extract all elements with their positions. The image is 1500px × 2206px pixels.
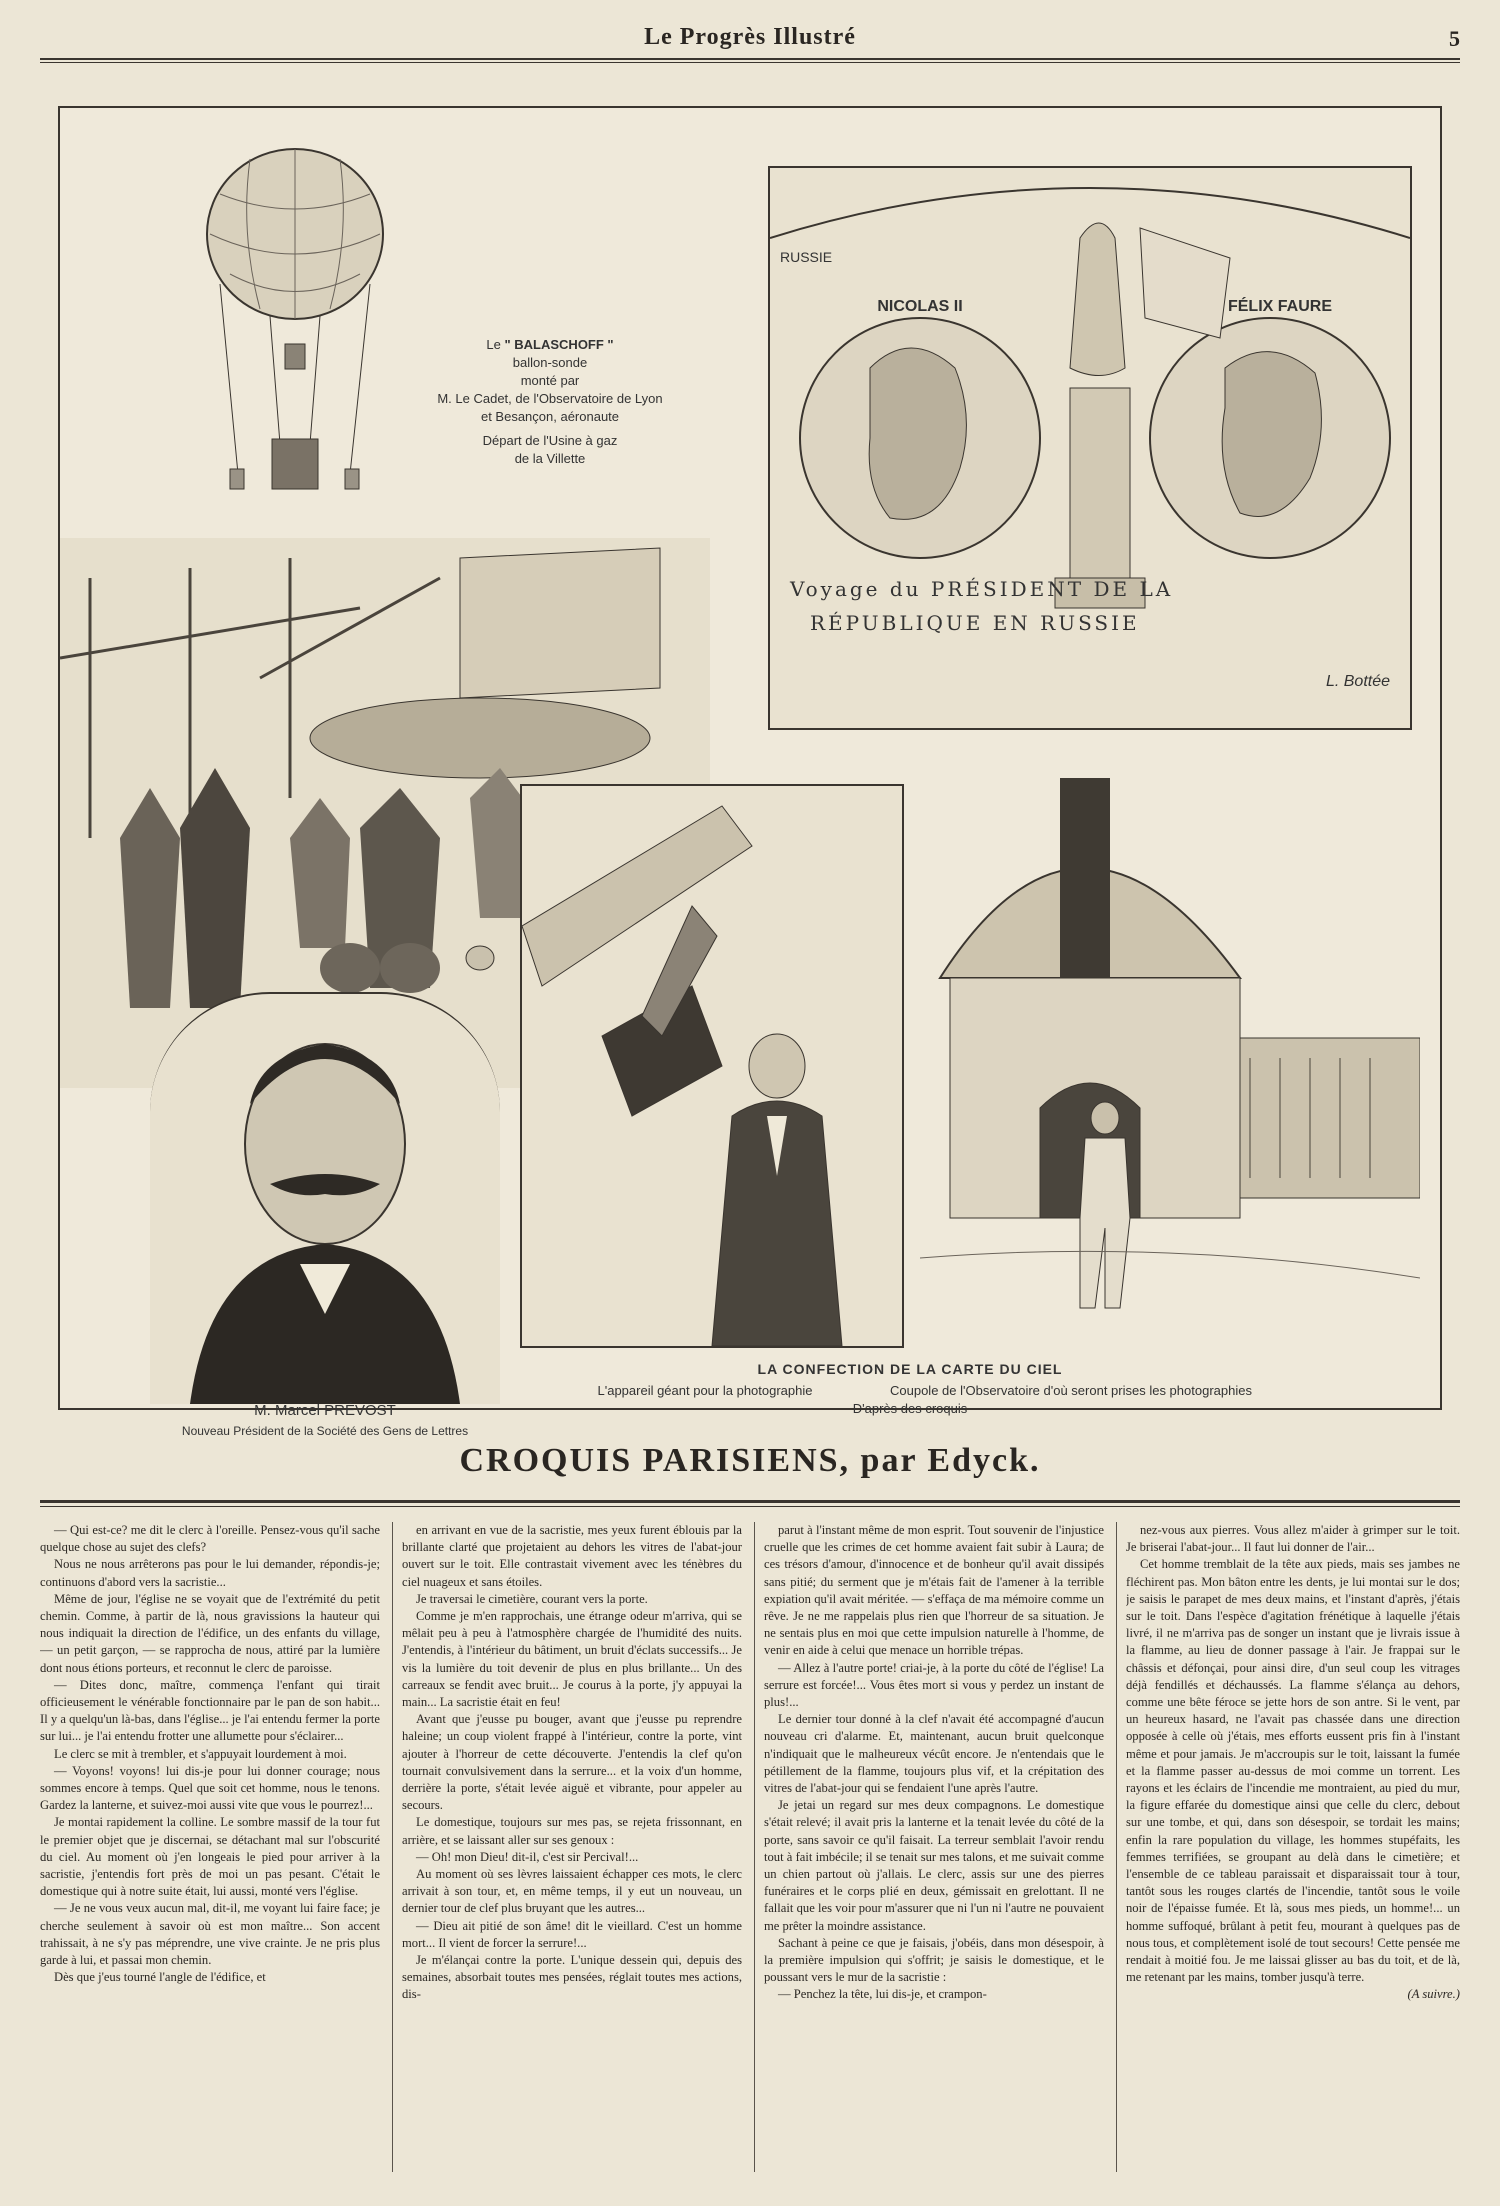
headline-rule-thin [40,1506,1460,1507]
balloon-caption-line5: et Besançon, aéronaute [480,409,620,424]
medallion-title-line2: RÉPUBLIQUE EN RUSSIE [810,611,1140,635]
paragraph: Dès que j'eus tourné l'angle de l'édifice, et [54,1970,266,1985]
portrait-name: M. Marcel PRÉVOST [254,1402,396,1419]
portrait-illustration [150,994,500,1404]
to-be-continued: (A suivre.) [1407,1987,1460,2002]
balloon-illustration [200,144,390,504]
page-number: 5 [1449,26,1460,51]
article-column-4 [1126,1522,1460,2182]
paragraph: Cet homme tremblait de la tête aux pieds, mais ses jambes ne fléchirent pas. Mon bâton entre les dents, je lui montai sur le dos; je saisis le parapet de mes deux mains, et l'instant d'après, j'étais sur le toit. Dans l'espèce d'agitation frénétique à laquelle j'étais livré, il ne m'arriva pas de songer un instant que je livrais issue à la flamme, au lieu de donner passage à l'air. Je frappai sur le châssis et défonçai, pour ainsi dire, d'un seul coup les vitrages déjà fendillés et déchaussés. La flamme s'élança au dehors, comme une bête féroce se jette hors de son antre. Si le vent, par un heureux hasard, ne l'avait pas chassée dans une direction opposée à celle où j'étais, mes efforts eussent pris fin à l'instant même et pour jamais. Je m'accroupis sur le toit, laissant la fumée et la flamme passer au-dessus de moi comme un torrent. Les rayons et les éclairs de l'incendie me montraient, au pied du mur, la figure effarée du domestique ainsi que celle du clerc, debout sur une tombe, et qui, dans son désespoir, se tordait les mains; enfin la rare population du village, les hommes stupéfaits, les femmes terrifiées, se groupant au delà dans le cimetière; et l'ensemble de ce tableau paraissait et disparaissait tour à tour, tantôt sous les rouges clartés de l'incendie, tantôt sous le voile noir de l'épaisse fumée. Et là, sous mes pieds, un homme!... un homme suffoqué, brûlant à petit feu, mourant à quelques pas de nous tous, et complètement isolé de tout secours! Cette pensée me rendait à moitié fou. Je me laissai glisser au bas du toit, et de là, me retenant par les mains, tomber jusqu'à terre. [1126,1557,1460,1985]
article-column-1 [40,1522,380,2182]
paragraph: — Voyons! voyons! lui dis-je pour lui donner courage; nous sommes encore à temps. Quel que soit cet homme, nous le tenons. Gardez la lanterne, et suivez-moi aussi vite que vous le pourrez!... [40,1763,380,1813]
paragraph: Nous ne nous arrêterons pas pour le lui demander, répondis-je; continuons d'abord vers la sacristie... [40,1557,380,1589]
paragraph: Le domestique, toujours sur mes pas, se rejeta frissonnant, en arrière, et se laissant aller sur ses genoux : [402,1815,742,1847]
article-columns [40,1522,1460,2182]
portrait-panel [150,992,500,1404]
balloon-caption-line3: monté par [520,373,580,388]
illustration-frame [58,106,1442,1438]
medallion-label-faure: FÉLIX FAURE [1227,298,1332,315]
paragraph: parut à l'instant même de mon esprit. Tout souvenir de l'injustice cruelle que les crimes de cet homme avaient fait subir à Laura; de ces trésors d'amour, d'innocence et de bonheur qu'il avait dissipés sans pitié; du serment que je m'étais fait de l'amener à la terrible expiation qu'il avait méritée. — s'effaça de ma mémoire comme un rêve. Je ne me rappelais plus rien que l'horreur de sa situation. Je ne sentais plus en moi que cette impulsion naturelle à l'homme, de venir en aide à celui que menace un horrible trépas. [764,1523,1104,1658]
article-column-3 [764,1522,1104,2182]
medallion-label-russie: RUSSIE [780,249,833,265]
paragraph: Le dernier tour donné à la clef n'avait été accompagné d'aucun nouveau cri d'alarme. Et, maintenant, aucun bruit quelconque n'indiquait que le malheureux vécût encore. Je n'entendais que le pétillement de la flamme, toujours plus vif, et la crépitation des vitres de l'abat-jour qui se fendaient l'une après l'autre. [764,1712,1104,1796]
paragraph: Le clerc se mit à trembler, et s'appuyait lourdement à moi. [54,1746,347,1761]
medallion-signature: L. Bottée [1325,673,1390,690]
article-column-2 [402,1522,742,2182]
paragraph: Je m'élançai contre la porte. L'unique dessein qui, depuis des semaines, absorbait toutes mes pensées, réglait toutes mes actions, dis- [402,1953,742,2002]
headline-rule [40,1500,1460,1503]
paragraph: en arrivant en vue de la sacristie, mes yeux furent éblouis par la brillante clarté que projetaient au dehors les vitres de l'abat-jour ouvert sur le toit. Elle contrastait vivement avec les ténèbres du ciel nuageux et sans étoiles. [402,1523,742,1589]
paragraph: — Allez à l'autre porte! criai-je, à la porte du côté de l'église! La serrure est forcée!... Vous êtes mort si vous y perdez un instant de plus!... [764,1660,1104,1710]
portrait-subtitle: Nouveau Président de la Société des Gens de Lettres [181,1424,469,1438]
balloon-caption [400,336,700,468]
carte-du-ciel-title: LA CONFECTION DE LA CARTE DU CIEL [757,1361,1063,1377]
header-rule [40,58,1460,60]
balloon-caption-line4: M. Le Cadet, de l'Observatoire de Lyon [437,391,663,406]
telescope-panel [520,784,904,1348]
medallion-panel [768,166,1412,730]
observatory-illustration [920,738,1420,1358]
carte-left-caption: L'appareil géant pour la photographie [597,1383,813,1398]
paragraph: Au moment où ses lèvres laissaient échapper ces mots, le clerc arrivait à son tour, et, en même temps, il y eut un nouveau, un dernier tour de clef plus bruyant que les autres... [402,1867,742,1916]
paragraph: nez-vous aux pierres. Vous allez m'aider à grimper sur le toit. Je briserai l'abat-jour... Il faut lui donner de l'air... [1126,1523,1460,1555]
paragraph: — Dieu ait pitié de son âme! dit le vieillard. C'est un homme mort... Il vient de forcer la serrure!... [402,1918,742,1950]
balloon-caption-prefix: Le [486,337,501,352]
paragraph: Avant que j'eusse pu bouger, avant que j'eusse pu reprendre haleine; un coup violent frappé à l'intérieur, contre la porte, vint ajouter à l'horreur de cette découverte. J'entendis la clef qu'on tournait convulsivement dans la serrure... et la voix d'un homme, derrière la porte, s'était levée aiguë et vibrante, pour appeler au secours. [402,1712,742,1813]
paragraph: Comme je m'en rapprochais, une étrange odeur m'arriva, qui se mêlait peu à peu à l'atmosphère chargée de l'humidité des nuits. J'entendis, à l'intérieur du bâtiment, un bruit d'éclats successifs... Je vis la lumière du toit devenir de plus en plus brillante... Un des carreaux se fendit avec bruit... Je courus à la porte, j'y appuyai la main... La sacristie était en feu! [402,1609,742,1710]
balloon-caption-line2: ballon-sonde [512,355,588,370]
carte-right-caption: Coupole de l'Observatoire d'où seront prises les photographies [890,1383,1252,1398]
paragraph: — Oh! mon Dieu! dit-il, c'est sir Percival!... [416,1849,639,1864]
paragraph: — Qui est-ce? me dit le clerc à l'oreille. Pensez-vous qu'il sache quelque chose au sujet des clefs? [40,1523,380,1555]
paragraph: — Dites donc, maître, commença l'enfant qui tirait officieusement le vénérable fonctionnaire par le pan de son habit... Il y a quelqu'un là-bas, dans l'église... je l'ai entendu fermer la porte sur lui... je l'ai entendu frotter une allumette pour s'éclairer... [40,1677,380,1744]
column-divider [392,1522,393,2172]
column-divider [754,1522,755,2172]
medallion-label-nicolas: NICOLAS II [877,298,963,315]
paragraph: Sachant à peine ce que je faisais, j'obéis, dans mon désespoir, à la première impulsion qui s'offrit; je saisis le domestique, et le poussant vers le mur de la sacristie : [764,1935,1104,1985]
balloon-caption-line7: de la Villette [514,451,586,466]
header-rule-thin [40,62,1460,63]
paragraph: — Je ne vous veux aucun mal, dit-il, me voyant lui faire face; je cherche seulement à savoir où est mon maître... Son accent trahissait, à ne s'y pas méprendre, une vive crainte. Je ne pris plus garde à lui, et passai mon chemin. [40,1901,380,1968]
paragraph: Je montai rapidement la colline. Le sombre massif de la tour fut le premier objet que je discernai, se détachant mal sur l'obscurité du ciel. Au moment où j'en longeais le pied pour arriver à la sacristie, j'entendis fort près de moi un pas pesant. C'était le domestique qui à notre suite était, lui aussi, monté vers l'église. [40,1815,380,1899]
paragraph: — Penchez la tête, lui dis-je, et crampon- [778,1987,987,2002]
masthead-title: Le Progrès Illustré [644,24,856,50]
article-headline: CROQUIS PARISIENS, par Edyck. [459,1442,1041,1479]
carte-credit: D'après des croquis [852,1401,968,1416]
paragraph: Je traversai le cimetière, courant vers la porte. [416,1591,648,1606]
balloon-name: " BALASCHOFF " [504,337,614,352]
telescope-illustration [522,786,902,1346]
paragraph: Même de jour, l'église ne se voyait que de l'extrémité du petit chemin. Comme, à partir de là, nous gravissions la hauteur qui nous indiquait la direction de l'édifice, un des enfants du village, — un petit garçon, — se rapprocha de nous, attiré par la lumière dont nous étions porteurs, et reconnut le clerc de paroisse. [40,1591,380,1675]
column-divider [1116,1522,1117,2172]
balloon-caption-line6: Départ de l'Usine à gaz [482,433,618,448]
page-header [40,18,1460,58]
paragraph: Je jetai un regard sur mes deux compagnons. Le domestique s'était relevé; il avait pris la lanterne et la tenait levée du côté de la porte, sans savoir ce qu'il faisait. La terreur semblait l'avoir rendu tout à fait imbécile; il se tenait sur mes talons, et me suivait comme un chien partout où j'allais. Le clerc, assis sur une des pierres funéraires et le corps plié en deux, gémissait en grelottant. Il ne fallait que les voir pour m'assurer que ni l'un ni l'autre ne pouvaient me prêter la moindre assistance. [764,1798,1104,1933]
medallion-title-line1: Voyage du PRÉSIDENT DE LA [790,577,1174,601]
